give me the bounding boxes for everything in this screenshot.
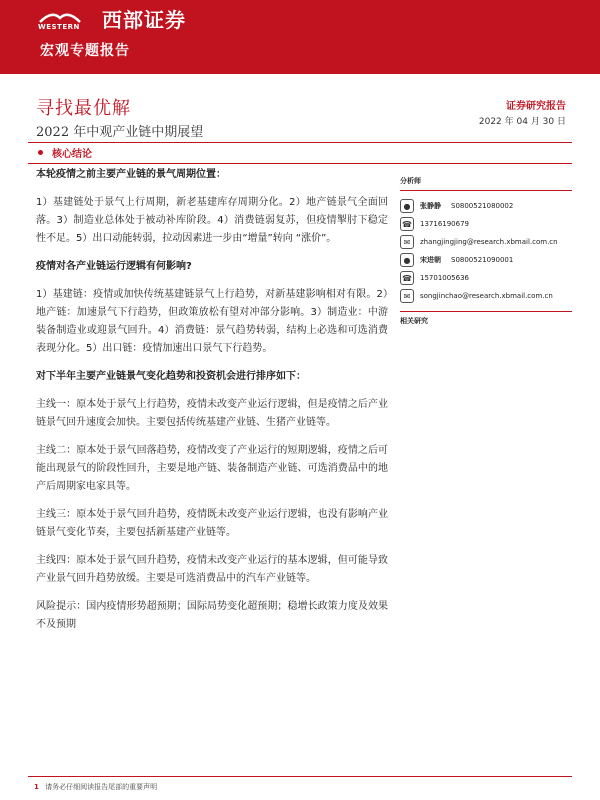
email-icon: ✉ [400,289,414,303]
analyst-sidebar [400,176,572,326]
footer-divider [28,776,572,777]
report-title: 寻找最优解 [36,98,131,119]
disclaimer-note: 请务必仔细阅读报告尾部的重要声明 [45,783,158,791]
page-footer [34,782,157,792]
paragraph: 1）基建链处于景气上行周期，新老基建库存周期分化。2）地产链景气全面回落。3）制造业总体处于被动补库阶段。4）消费链弱复苏，但疫情掣肘下稳定性不足。5）出口动能转弱，拉动因素进一步由“增量”转向 “涨价”。 [36,197,388,244]
brand-en: WESTERN [38,23,80,31]
title-divider [28,142,572,143]
related-research-header: 相关研究 [400,311,572,326]
analyst-phone: 13716190679 [420,220,469,228]
report-category: 宏观专题报告 [40,43,130,59]
mainline-paragraph: 主线三：原本处于景气回升趋势，疫情既未改变产业运行逻辑，也没有影响产业链景气变化节奏，主要包括新基建产业链等。 [36,509,388,538]
analyst-row [400,197,572,215]
report-header [0,0,600,74]
question-heading: 本轮疫情之前主要产业链的景气周期位置： [36,169,226,180]
main-body [36,166,388,644]
report-subtitle: 2022 年中观产业链中期展望 [36,125,204,140]
phone-icon: ☎ [400,271,414,285]
analyst-cert: S0800521090001 [451,256,514,264]
mainline-paragraph: 主线一：原本处于景气上行趋势，疫情未改变产业运行逻辑，但是疫情之后产业链景气回升速度会加快。主要包括传统基建产业链、生猪产业链等。 [36,399,388,428]
analyst-row [400,251,572,269]
person-icon: ● [400,199,414,213]
analyst-phone: 15701005636 [420,274,469,282]
section-title: 核心结论 [52,149,92,160]
phone-row [400,215,572,233]
question-heading: 对下半年主要产业链景气变化趋势和投资机会进行排序如下： [36,371,306,382]
section-divider [28,163,572,164]
report-date: 2022 年 04 月 30 日 [478,117,566,127]
report-type: 证券研究报告 [506,101,566,112]
analyst-name: 宋进朝 [420,256,441,264]
analyst-header: 分析师 [400,176,572,191]
analyst-name: 张静静 [420,202,441,210]
section-bullet-icon [38,150,43,155]
phone-icon: ☎ [400,217,414,231]
analyst-cert: S0800521080002 [451,202,514,210]
mainline-paragraph: 主线四：原本处于景气回升趋势，疫情未改变产业运行的基本逻辑，但可能导致产业景气回升趋势放缓。主要是可选消费品中的汽车产业链等。 [36,555,388,584]
risk-note: 风险提示：国内疫情形势超预期；国际局势变化超预期；稳增长政策力度及效果不及预期 [36,601,388,630]
question-heading: 疫情对各产业链运行逻辑有何影响? [36,261,192,272]
mainline-paragraph: 主线二：原本处于景气回落趋势，疫情改变了产业运行的短期逻辑，疫情之后可能出现景气的阶段性回升，主要是地产链、装备制造产业链、可选消费品中的地产后周期家电家具等。 [36,445,388,492]
email-row [400,287,572,305]
email-row [400,233,572,251]
brand-cn: 西部证券 [102,8,186,32]
phone-row [400,269,572,287]
page-number: 1 [34,783,39,791]
email-icon: ✉ [400,235,414,249]
person-icon: ● [400,253,414,267]
paragraph: 1）基建链：疫情或加快传统基建链景气上行趋势，对新基建影响相对有限。2）地产链：加速景气下行趋势，但政策放松有望对冲部分影响。3）制造业：中游装备制造业或迎景气回升。4）消费链：景气趋势转弱，结构上必选和可选消费表现分化。5）出口链：疫情加速出口景气下行趋势。 [36,289,388,354]
analyst-email[interactable]: songjinchao@research.xbmail.com.cn [420,292,553,300]
analyst-email[interactable]: zhangjingjing@research.xbmail.com.cn [420,238,558,246]
